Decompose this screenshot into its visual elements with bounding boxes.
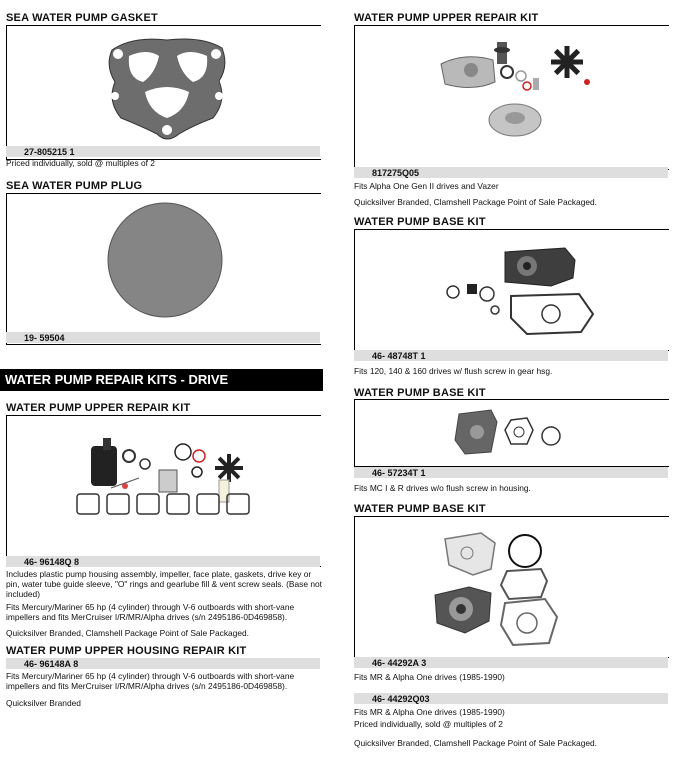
base-kit-1-image	[354, 229, 669, 351]
section-banner: WATER PUMP REPAIR KITS - DRIVE	[0, 369, 323, 391]
upper-kit-image	[6, 415, 321, 567]
base-kit-3-illustration	[355, 517, 669, 657]
base-kit-2-image	[354, 399, 669, 467]
upper-kit-illustration	[7, 416, 321, 566]
base-kit-3b-fits: Fits MR & Alpha One drives (1985-1990)	[354, 707, 505, 717]
base-kit-3b-note: Priced individually, sold @ multiples of 2	[354, 719, 503, 729]
r-upper-kit-illustration	[355, 26, 669, 169]
base-kit-2-title: WATER PUMP BASE KIT	[354, 387, 486, 399]
base-kit-1-part-number: 46- 48748T 1	[372, 351, 426, 361]
gasket-title: SEA WATER PUMP GASKET	[6, 12, 158, 24]
base-kit-2-fits: Fits MC I & R drives w/o flush screw in housing.	[354, 483, 531, 493]
plug-image	[6, 193, 321, 345]
r-upper-kit-part-number: 817275Q05	[372, 168, 420, 178]
upper-kit-title: WATER PUMP UPPER REPAIR KIT	[6, 402, 191, 414]
r-upper-kit-image	[354, 25, 669, 170]
base-kit-3b-part-number: 46- 44292Q03	[372, 694, 430, 704]
base-kit-1-illustration	[355, 230, 669, 350]
plug-title: SEA WATER PUMP PLUG	[6, 180, 143, 192]
gasket-part-number: 27-805215 1	[24, 147, 75, 157]
r-upper-kit-fits: Fits Alpha One Gen II drives and Vazer	[354, 181, 499, 191]
housing-kit-packaging: Quicksilver Branded	[6, 698, 81, 708]
base-kit-3-fits: Fits MR & Alpha One drives (1985-1990)	[354, 672, 505, 682]
r-upper-kit-title: WATER PUMP UPPER REPAIR KIT	[354, 12, 539, 24]
base-kit-2-illustration	[355, 400, 669, 466]
r-upper-kit-packaging: Quicksilver Branded, Clamshell Package Point of Sale Packaged.	[354, 197, 598, 207]
plug-illustration	[7, 194, 321, 344]
gasket-note: Priced individually, sold @ multiples of 2	[6, 158, 155, 168]
base-kit-3b-packaging: Quicksilver Branded, Clamshell Package Point of Sale Packaged.	[354, 738, 598, 748]
upper-kit-description: Includes plastic pump housing assembly, impeller, face plate, gaskets, drive key or pin, water tube guide sleeve, "O" rings and gearlube fill & vent screw seals. (Base not included)	[6, 569, 322, 599]
housing-kit-part-number: 46- 96148A 8	[24, 659, 79, 669]
gasket-illustration	[7, 26, 321, 159]
upper-kit-packaging: Quicksilver Branded, Clamshell Package Point of Sale Packaged.	[6, 628, 250, 638]
base-kit-2-part-number: 46- 57234T 1	[372, 468, 426, 478]
base-kit-3-image	[354, 516, 669, 658]
base-kit-3-title: WATER PUMP BASE KIT	[354, 503, 486, 515]
base-kit-1-title: WATER PUMP BASE KIT	[354, 216, 486, 228]
plug-part-number: 19- 59504	[24, 333, 65, 343]
upper-kit-fits: Fits Mercury/Mariner 65 hp (4 cylinder) through V-6 outboards with short-vane impellers and fits MerCruiser I/R/MR/Alpha drives (s/n 2495186-0D469858).	[6, 602, 295, 622]
gasket-image	[6, 25, 321, 160]
housing-kit-title: WATER PUMP UPPER HOUSING REPAIR KIT	[6, 645, 247, 657]
base-kit-1-fits: Fits 120, 140 & 160 drives w/ flush screw in gear hsg.	[354, 366, 553, 376]
housing-kit-fits: Fits Mercury/Mariner 65 hp (4 cylinder) through V-6 outboards with short-vane impellers and fits MerCruiser I/R/MR/Alpha drives (s/n 2495186-0D469858).	[6, 671, 295, 691]
upper-kit-part-number: 46- 96148Q 8	[24, 557, 80, 567]
base-kit-3-part-number: 46- 44292A 3	[372, 658, 427, 668]
